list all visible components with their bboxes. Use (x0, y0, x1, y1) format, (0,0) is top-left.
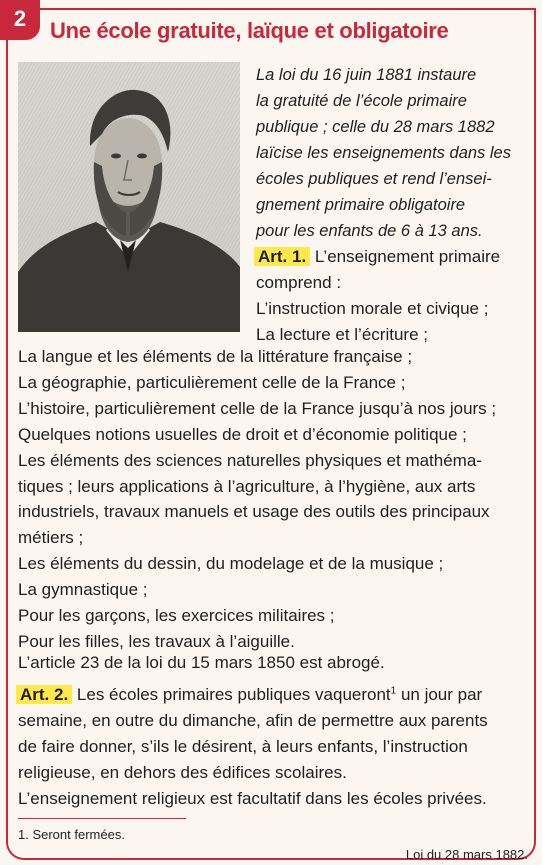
list-item: L’histoire, particulièrement celle de la France jusqu’à nos jours ; (18, 398, 497, 418)
article-1-line: comprend : (256, 273, 342, 292)
article-1-line: L’instruction morale et civique ; (256, 299, 489, 318)
card-frame-top (34, 8, 534, 10)
article-2-text-rest: un jour par (396, 685, 483, 704)
article-1-list (18, 344, 530, 655)
source-citation: Loi du 28 mars 1882. (405, 847, 528, 862)
list-item: métiers ; (18, 528, 84, 548)
list-item: Quelques notions usuelles de droit et d’économie politique ; (18, 424, 467, 444)
abrogation-text: L’article 23 de la loi du 15 mars 1850 est abrogé. (18, 653, 385, 672)
list-item: Pour les filles, les travaux à l’aiguille. (18, 631, 295, 651)
document-title: Une école gratuite, laïque et obligatoire (50, 18, 449, 43)
article-2-line: semaine, en outre du dimanche, afin de permettre aux parents (18, 711, 488, 730)
list-item: industriels, travaux manuels et usage des outils des principaux (18, 502, 490, 522)
intro-line: La loi du 16 juin 1881 instaure (256, 66, 477, 84)
article-2-line: de faire donner, s’ils le désirent, à leurs enfants, l’instruction (18, 737, 468, 756)
document-number-badge: 2 (0, 0, 40, 40)
article-1-label: Art. 1. (254, 247, 310, 266)
list-item: La gymnastique ; (18, 580, 148, 600)
list-item: Les éléments des sciences naturelles physiques et mathéma- (18, 450, 482, 470)
intro-text (256, 62, 528, 244)
intro-line: écoles publiques et rend l’ensei- (256, 170, 492, 188)
article-2-line: L’enseignement religieux est facultatif dans les écoles privées. (18, 789, 487, 808)
footnote-ref: 1 (390, 685, 397, 697)
article-2-label: Art. 2. (16, 685, 72, 704)
list-item: La géographie, particulièrement celle de la France ; (18, 372, 406, 392)
intro-line: pour les enfants de 6 à 13 ans. (256, 222, 483, 240)
portrait-engraving (18, 62, 240, 332)
list-item: Pour les garçons, les exercices militaires ; (18, 606, 335, 626)
article-1-first-line (256, 244, 528, 270)
list-item: Les éléments du dessin, du modelage et de la musique ; (18, 554, 444, 574)
article-1 (256, 244, 528, 348)
list-item: tiques ; leurs applications à l’agriculture, à l’hygiène, aux arts (18, 476, 476, 496)
article-1-line: La lecture et l’écriture ; (256, 325, 428, 344)
article-1-text: L’enseignement primaire (310, 247, 501, 266)
intro-line: la gratuité de l’école primaire (256, 92, 467, 110)
list-item: La langue et les éléments de la littérature française ; (18, 347, 413, 366)
article-2-first-line (18, 682, 530, 708)
footnote: 1. Seront fermées. (18, 827, 125, 842)
intro-line: laïcise les enseignements dans les (256, 144, 511, 162)
intro-line: gnement primaire obligatoire (256, 196, 466, 214)
portrait-image (18, 62, 240, 332)
article-2-text: Les écoles primaires publiques vaqueront (72, 685, 391, 704)
footnote-divider (18, 818, 186, 819)
article-2 (18, 682, 530, 812)
intro-line: publique ; celle du 28 mars 1882 (256, 118, 495, 136)
article-2-line: religieuse, en dehors des édifices scolaires. (18, 763, 347, 782)
